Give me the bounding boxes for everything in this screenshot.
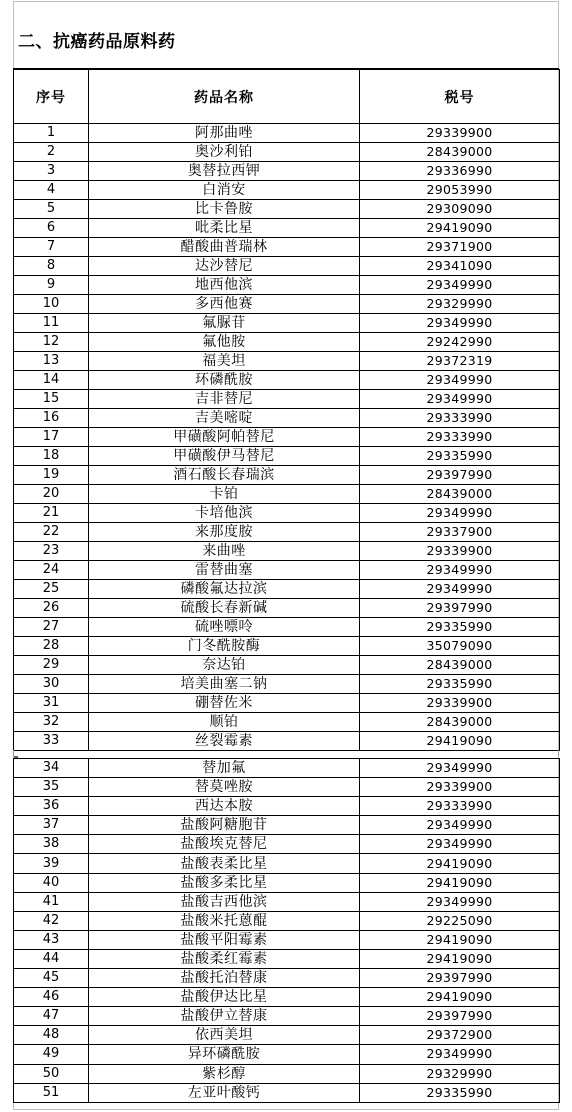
row-drug-name: 盐酸多柔比星	[89, 873, 360, 892]
row-tax-code: 29337900	[360, 523, 560, 542]
row-tax-code: 29397990	[360, 1007, 560, 1026]
row-drug-name: 异环磷酰胺	[89, 1045, 360, 1064]
table-row	[14, 618, 560, 637]
row-seq: 46	[14, 988, 89, 1007]
row-drug-name: 盐酸伊立替康	[89, 1007, 360, 1026]
row-tax-code: 29349990	[360, 759, 560, 778]
row-seq: 34	[14, 759, 89, 778]
row-seq: 43	[14, 930, 89, 949]
row-drug-name: 西达本胺	[89, 797, 360, 816]
row-tax-code: 29349990	[360, 314, 560, 333]
row-seq: 18	[14, 447, 89, 466]
row-drug-name: 甲磺酸阿帕替尼	[89, 428, 360, 447]
row-drug-name: 达沙替尼	[89, 257, 360, 276]
row-drug-name: 吉美嘧啶	[89, 409, 360, 428]
row-drug-name: 依西美坦	[89, 1026, 360, 1045]
row-drug-name: 盐酸吉西他滨	[89, 892, 360, 911]
table-row	[14, 561, 560, 580]
row-seq: 20	[14, 485, 89, 504]
row-tax-code: 29341090	[360, 257, 560, 276]
table-row	[14, 599, 560, 618]
table-row	[14, 162, 560, 181]
row-tax-code: 35079090	[360, 637, 560, 656]
row-seq: 33	[14, 732, 89, 751]
row-drug-name: 吡柔比星	[89, 219, 360, 238]
row-drug-name: 盐酸伊达比星	[89, 988, 360, 1007]
header-tax: 税号	[360, 70, 560, 124]
table-row	[14, 675, 560, 694]
row-seq: 26	[14, 599, 89, 618]
row-seq: 45	[14, 969, 89, 988]
table-row	[14, 257, 560, 276]
row-seq: 21	[14, 504, 89, 523]
row-seq: 4	[14, 181, 89, 200]
row-seq: 19	[14, 466, 89, 485]
table-row	[14, 485, 560, 504]
row-seq: 30	[14, 675, 89, 694]
row-seq: 2	[14, 143, 89, 162]
table-row	[14, 835, 560, 854]
row-tax-code: 29333990	[360, 797, 560, 816]
row-drug-name: 氟他胺	[89, 333, 360, 352]
table-row	[14, 1026, 560, 1045]
table-row	[14, 447, 560, 466]
row-tax-code: 28439000	[360, 143, 560, 162]
table-row	[14, 797, 560, 816]
row-drug-name: 硫唑嘌呤	[89, 618, 360, 637]
row-tax-code: 29419090	[360, 988, 560, 1007]
row-tax-code: 29329990	[360, 1064, 560, 1083]
table-row	[14, 523, 560, 542]
row-seq: 47	[14, 1007, 89, 1026]
table-row	[14, 637, 560, 656]
row-tax-code: 29419090	[360, 930, 560, 949]
row-seq: 49	[14, 1045, 89, 1064]
row-tax-code: 29339900	[360, 542, 560, 561]
row-seq: 50	[14, 1064, 89, 1083]
table-row	[14, 504, 560, 523]
table-row	[14, 466, 560, 485]
row-seq: 31	[14, 694, 89, 713]
table-row	[14, 911, 560, 930]
row-seq: 40	[14, 873, 89, 892]
row-tax-code: 29053990	[360, 181, 560, 200]
table-row	[14, 949, 560, 968]
row-tax-code: 29349990	[360, 816, 560, 835]
row-seq: 3	[14, 162, 89, 181]
row-tax-code: 29349990	[360, 835, 560, 854]
table-row	[14, 143, 560, 162]
row-seq: 14	[14, 371, 89, 390]
table-row	[14, 295, 560, 314]
table-row	[14, 124, 560, 143]
row-seq: 27	[14, 618, 89, 637]
row-tax-code: 29397990	[360, 599, 560, 618]
row-tax-code: 29349990	[360, 390, 560, 409]
row-tax-code: 29339900	[360, 694, 560, 713]
row-drug-name: 福美坦	[89, 352, 360, 371]
table-row	[14, 314, 560, 333]
table-row	[14, 181, 560, 200]
row-tax-code: 29349990	[360, 892, 560, 911]
table-row	[14, 1045, 560, 1064]
row-drug-name: 替莫唑胺	[89, 778, 360, 797]
row-seq: 10	[14, 295, 89, 314]
table-row	[14, 333, 560, 352]
row-drug-name: 地西他滨	[89, 276, 360, 295]
row-drug-name: 氟脲苷	[89, 314, 360, 333]
row-drug-name: 奥沙利铂	[89, 143, 360, 162]
row-tax-code: 29349990	[360, 504, 560, 523]
row-drug-name: 阿那曲唑	[89, 124, 360, 143]
row-drug-name: 白消安	[89, 181, 360, 200]
row-seq: 25	[14, 580, 89, 599]
table-row	[14, 276, 560, 295]
row-drug-name: 来曲唑	[89, 542, 360, 561]
row-tax-code: 29419090	[360, 219, 560, 238]
table-row	[14, 892, 560, 911]
table-row	[14, 1064, 560, 1083]
table-row	[14, 409, 560, 428]
row-drug-name: 紫杉醇	[89, 1064, 360, 1083]
row-tax-code: 29335990	[360, 1083, 560, 1102]
row-seq: 41	[14, 892, 89, 911]
section-title: 二、抗癌药品原料药	[18, 32, 176, 52]
row-drug-name: 卡培他滨	[89, 504, 360, 523]
table-row	[14, 969, 560, 988]
row-seq: 6	[14, 219, 89, 238]
row-tax-code: 29329990	[360, 295, 560, 314]
row-drug-name: 醋酸曲普瑞林	[89, 238, 360, 257]
row-seq: 16	[14, 409, 89, 428]
row-drug-name: 左亚叶酸钙	[89, 1083, 360, 1102]
table-row	[14, 352, 560, 371]
row-tax-code: 29419090	[360, 873, 560, 892]
row-drug-name: 奈达铂	[89, 656, 360, 675]
table-row	[14, 200, 560, 219]
row-tax-code: 28439000	[360, 485, 560, 504]
row-drug-name: 硼替佐米	[89, 694, 360, 713]
row-drug-name: 甲磺酸伊马替尼	[89, 447, 360, 466]
row-tax-code: 29335990	[360, 675, 560, 694]
row-seq: 51	[14, 1083, 89, 1102]
row-tax-code: 28439000	[360, 713, 560, 732]
row-seq: 42	[14, 911, 89, 930]
row-seq: 29	[14, 656, 89, 675]
row-drug-name: 盐酸表柔比星	[89, 854, 360, 873]
row-seq: 48	[14, 1026, 89, 1045]
table-row	[14, 873, 560, 892]
table-row	[14, 390, 560, 409]
row-tax-code: 29371900	[360, 238, 560, 257]
row-seq: 1	[14, 124, 89, 143]
table-row	[14, 542, 560, 561]
table-row	[14, 219, 560, 238]
row-drug-name: 丝裂霉素	[89, 732, 360, 751]
row-drug-name: 酒石酸长春瑞滨	[89, 466, 360, 485]
row-seq: 23	[14, 542, 89, 561]
row-drug-name: 环磷酰胺	[89, 371, 360, 390]
row-seq: 39	[14, 854, 89, 873]
row-drug-name: 吉非替尼	[89, 390, 360, 409]
row-tax-code: 29397990	[360, 466, 560, 485]
header-seq: 序号	[14, 70, 89, 124]
row-drug-name: 盐酸托泊替康	[89, 969, 360, 988]
row-seq: 35	[14, 778, 89, 797]
table-row	[14, 930, 560, 949]
table-row	[14, 694, 560, 713]
row-drug-name: 盐酸埃克替尼	[89, 835, 360, 854]
row-seq: 38	[14, 835, 89, 854]
row-tax-code: 29419090	[360, 949, 560, 968]
table-header-row	[14, 70, 560, 124]
row-tax-code: 29419090	[360, 732, 560, 751]
table-row	[14, 1083, 560, 1102]
row-seq: 15	[14, 390, 89, 409]
table-row	[14, 854, 560, 873]
table-row	[14, 371, 560, 390]
row-seq: 37	[14, 816, 89, 835]
row-seq: 36	[14, 797, 89, 816]
row-tax-code: 29225090	[360, 911, 560, 930]
row-seq: 9	[14, 276, 89, 295]
row-seq: 32	[14, 713, 89, 732]
row-tax-code: 29333990	[360, 428, 560, 447]
row-drug-name: 多西他赛	[89, 295, 360, 314]
row-drug-name: 盐酸阿糖胞苷	[89, 816, 360, 835]
row-tax-code: 29309090	[360, 200, 560, 219]
table-row	[14, 428, 560, 447]
row-drug-name: 培美曲塞二钠	[89, 675, 360, 694]
drug-table-part1	[13, 69, 560, 751]
row-tax-code: 29372319	[360, 352, 560, 371]
row-tax-code: 29335990	[360, 447, 560, 466]
row-tax-code: 29349990	[360, 1045, 560, 1064]
table-row	[14, 732, 560, 751]
row-tax-code: 29349990	[360, 580, 560, 599]
row-seq: 17	[14, 428, 89, 447]
row-seq: 44	[14, 949, 89, 968]
table-row	[14, 816, 560, 835]
table-row	[14, 580, 560, 599]
row-tax-code: 29242990	[360, 333, 560, 352]
row-seq: 22	[14, 523, 89, 542]
row-seq: 8	[14, 257, 89, 276]
table-row	[14, 238, 560, 257]
row-tax-code: 29339900	[360, 778, 560, 797]
row-tax-code: 29339900	[360, 124, 560, 143]
table-row	[14, 713, 560, 732]
row-seq: 28	[14, 637, 89, 656]
row-drug-name: 盐酸柔红霉素	[89, 949, 360, 968]
row-tax-code: 29372900	[360, 1026, 560, 1045]
row-tax-code: 29349990	[360, 371, 560, 390]
row-drug-name: 硫酸长春新碱	[89, 599, 360, 618]
row-tax-code: 28439000	[360, 656, 560, 675]
row-tax-code: 29336990	[360, 162, 560, 181]
row-seq: 13	[14, 352, 89, 371]
row-seq: 11	[14, 314, 89, 333]
row-seq: 7	[14, 238, 89, 257]
row-tax-code: 29397990	[360, 969, 560, 988]
row-drug-name: 卡铂	[89, 485, 360, 504]
row-drug-name: 盐酸平阳霉素	[89, 930, 360, 949]
row-drug-name: 盐酸米托蒽醌	[89, 911, 360, 930]
row-tax-code: 29349990	[360, 276, 560, 295]
drug-table-part2	[13, 758, 560, 1103]
table-row	[14, 988, 560, 1007]
row-tax-code: 29333990	[360, 409, 560, 428]
row-drug-name: 比卡鲁胺	[89, 200, 360, 219]
table-row	[14, 759, 560, 778]
table-row	[14, 1007, 560, 1026]
row-drug-name: 奥替拉西钾	[89, 162, 360, 181]
table-row	[14, 656, 560, 675]
row-seq: 5	[14, 200, 89, 219]
row-drug-name: 顺铂	[89, 713, 360, 732]
row-drug-name: 替加氟	[89, 759, 360, 778]
row-drug-name: 雷替曲塞	[89, 561, 360, 580]
row-drug-name: 来那度胺	[89, 523, 360, 542]
row-drug-name: 磷酸氟达拉滨	[89, 580, 360, 599]
row-seq: 24	[14, 561, 89, 580]
row-tax-code: 29335990	[360, 618, 560, 637]
row-tax-code: 29419090	[360, 854, 560, 873]
header-name: 药品名称	[89, 70, 360, 124]
row-drug-name: 门冬酰胺酶	[89, 637, 360, 656]
row-seq: 12	[14, 333, 89, 352]
table-row	[14, 778, 560, 797]
row-tax-code: 29349990	[360, 561, 560, 580]
page-break-gap	[13, 750, 559, 756]
